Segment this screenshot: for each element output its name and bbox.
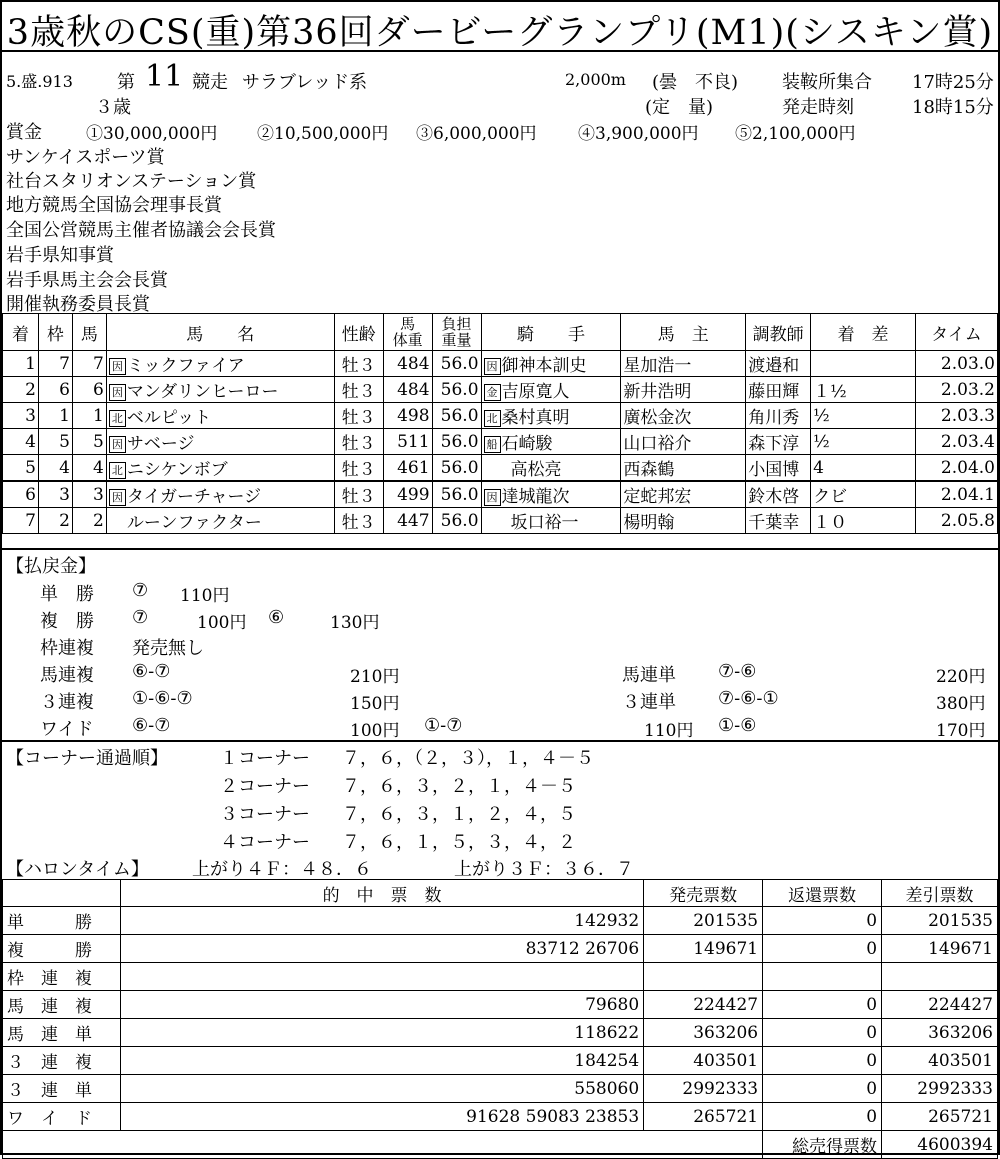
result-sex-age: 牡３: [334, 351, 383, 377]
col-weight-bottom: 体重: [392, 331, 423, 349]
trifecta-label: ３連単: [622, 692, 676, 713]
jockey-origin-mark: 船: [484, 436, 501, 453]
vote-hits: 91628 59083 23853: [120, 1103, 643, 1131]
result-owner: 定蛇邦宏: [621, 481, 746, 508]
vote-sold: [644, 963, 763, 991]
result-jockey: 坂口裕一: [510, 513, 579, 533]
result-finish: 6: [3, 481, 39, 508]
quinella-label: 馬連複: [40, 665, 94, 686]
result-horse-name-cell: [106, 377, 334, 403]
col-burden: [432, 314, 481, 351]
horse-origin-mark: 因: [109, 436, 126, 453]
result-margin: １０: [811, 508, 916, 534]
vote-col-hits: 的 中 票 数: [120, 880, 643, 907]
result-finish: 2: [3, 377, 39, 403]
result-finish: 4: [3, 429, 39, 455]
results-table: [2, 313, 998, 534]
vote-sold: 224427: [644, 991, 763, 1019]
results-header-row: [3, 314, 998, 351]
result-trainer: 藤田輝: [746, 377, 811, 403]
win-combo: ⑦: [132, 580, 149, 601]
vote-sold: 403501: [644, 1047, 763, 1075]
vote-net: [882, 963, 998, 991]
vote-bet-type: ３ 連 単: [3, 1075, 121, 1103]
result-owner: 廣松金次: [621, 403, 746, 429]
vote-hits: 184254: [120, 1047, 643, 1075]
trifecta-combo: ⑦-⑥-①: [718, 688, 779, 709]
vote-bet-type: ワ イ ド: [3, 1103, 121, 1131]
result-row: [3, 351, 998, 377]
vote-net: 363206: [882, 1019, 998, 1047]
vote-col-net: 差引票数: [882, 880, 998, 907]
vote-refund: 0: [763, 1103, 882, 1131]
result-jockey: 高松亮: [510, 460, 562, 480]
vote-net: 403501: [882, 1047, 998, 1075]
result-horse-no: 4: [72, 455, 106, 482]
vote-hits: 142932: [120, 907, 643, 935]
col-horse-no: 馬: [72, 314, 106, 351]
result-burden: 56.0: [432, 403, 481, 429]
result-sex-age: 牡３: [334, 403, 383, 429]
result-horse-name-cell: [106, 455, 334, 482]
assembly-label: 装鞍所集合: [782, 72, 872, 93]
col-margin: 着 差: [811, 314, 916, 351]
result-trainer: 渡邉和: [746, 351, 811, 377]
result-bracket: 2: [38, 508, 72, 534]
vote-bet-type: ３ 連 複: [3, 1047, 121, 1075]
vote-hits: 79680: [120, 991, 643, 1019]
result-sex-age: 牡３: [334, 429, 383, 455]
result-horse-name-cell: [106, 403, 334, 429]
vote-net: 201535: [882, 907, 998, 935]
result-bracket: 7: [38, 351, 72, 377]
result-horse-no: 1: [72, 403, 106, 429]
vote-row: [3, 1019, 998, 1047]
award-item: 地方競馬全国協会理事長賞: [6, 195, 222, 216]
col-time: タイム: [915, 314, 997, 351]
result-jockey-cell: [481, 429, 621, 455]
exacta-amount: 220円: [936, 667, 986, 687]
result-horse-no: 6: [72, 377, 106, 403]
result-weight: 461: [383, 455, 432, 482]
place-amount-2: 130円: [330, 613, 380, 633]
result-weight: 484: [383, 377, 432, 403]
result-horse-name-cell: [106, 508, 334, 534]
result-weight: 484: [383, 351, 432, 377]
award-item: 社台スタリオンステーション賞: [6, 171, 257, 192]
award-item: 全国公営競馬主催者協議会会長賞: [6, 220, 276, 241]
race-breed: サラブレッド系: [242, 72, 368, 93]
vote-hits: 118622: [120, 1019, 643, 1047]
vote-sold: 363206: [644, 1019, 763, 1047]
start-time: 18時15分: [912, 97, 994, 118]
result-bracket: 4: [38, 455, 72, 482]
race-date-code: 5.盛.913: [6, 72, 73, 91]
result-jockey-cell: [481, 508, 621, 534]
result-owner: 星加浩一: [621, 351, 746, 377]
result-weight: 498: [383, 403, 432, 429]
result-jockey-cell: [481, 351, 621, 377]
wide-label: ワイド: [40, 719, 94, 740]
quinella-amount: 210円: [350, 667, 400, 687]
result-jockey-cell: [481, 481, 621, 508]
place-combo-1: ⑦: [132, 607, 149, 628]
results-body: [3, 351, 998, 534]
start-label: 発走時刻: [782, 97, 854, 118]
result-burden: 56.0: [432, 377, 481, 403]
vote-refund: [763, 963, 882, 991]
horse-origin-mark: 北: [109, 462, 126, 479]
win-amount: 110円: [180, 586, 230, 606]
corner-2-order: ７，６，３，２，１，４－５: [342, 776, 576, 797]
result-time: 2.04.0: [915, 455, 997, 482]
race-no-suffix: 競走: [192, 72, 228, 93]
result-finish: 5: [3, 455, 39, 482]
vote-refund: 0: [763, 1019, 882, 1047]
result-bracket: 3: [38, 481, 72, 508]
result-sex-age: 牡３: [334, 508, 383, 534]
jockey-origin-mark: 北: [484, 410, 501, 427]
corner-4-label: ４コーナー: [220, 832, 310, 853]
result-trainer: 森下淳: [746, 429, 811, 455]
vote-table: [2, 879, 998, 1159]
horse-origin-mark: 因: [109, 384, 126, 401]
result-horse-no: 5: [72, 429, 106, 455]
wide-amount-1: 100円: [350, 721, 400, 741]
result-horse-name-cell: [106, 351, 334, 377]
col-bracket: 枠: [38, 314, 72, 351]
result-bracket: 5: [38, 429, 72, 455]
result-finish: 3: [3, 403, 39, 429]
col-trainer: 調教師: [746, 314, 811, 351]
last-4f: 上がり４Ｆ：４８．６: [192, 859, 372, 880]
corner-2-label: ２コーナー: [220, 776, 310, 797]
trio-label: ３連複: [40, 692, 94, 713]
vote-net: 2992333: [882, 1075, 998, 1103]
result-jockey: 御神本訓史: [501, 356, 587, 376]
vote-total-value: 4600394: [882, 1131, 998, 1159]
result-jockey-cell: [481, 455, 621, 482]
prize-1: ①30,000,000円: [86, 124, 218, 144]
result-margin: １½: [811, 377, 916, 403]
result-row: [3, 481, 998, 508]
result-margin: クビ: [811, 481, 916, 508]
result-trainer: 角川秀: [746, 403, 811, 429]
race-distance: 2,000m: [565, 70, 626, 89]
corner-heading: 【コーナー通過順】: [6, 748, 168, 769]
col-horse-name: 馬 名: [106, 314, 334, 351]
bracket-value: 発売無し: [132, 638, 204, 659]
result-horse-name: サベージ: [126, 434, 195, 454]
result-row: [3, 429, 998, 455]
result-weight: 499: [383, 481, 432, 508]
prize-2: ②10,500,000円: [257, 124, 389, 144]
result-trainer: 千葉幸: [746, 508, 811, 534]
result-row: [3, 403, 998, 429]
wide-combo-1: ⑥-⑦: [132, 715, 171, 736]
win-label: 単 勝: [40, 584, 94, 605]
result-weight: 447: [383, 508, 432, 534]
vote-row: [3, 1047, 998, 1075]
place-label: 複 勝: [40, 611, 94, 632]
col-sex-age: 性齢: [334, 314, 383, 351]
vote-refund: 0: [763, 1047, 882, 1075]
vote-net: 265721: [882, 1103, 998, 1131]
vote-bet-type: 複 勝: [3, 935, 121, 963]
vote-row: [3, 991, 998, 1019]
vote-header-empty: [3, 880, 121, 907]
result-time: 2.04.1: [915, 481, 997, 508]
vote-sold: 149671: [644, 935, 763, 963]
prize-4: ④3,900,000円: [578, 124, 699, 144]
result-horse-name: ニシケンボブ: [126, 460, 228, 480]
divider: [2, 50, 998, 52]
result-owner: 新井浩明: [621, 377, 746, 403]
race-weather-track: (曇 不良): [652, 72, 739, 93]
payout-heading: 【払戻金】: [6, 556, 96, 577]
vote-bet-type: 単 勝: [3, 907, 121, 935]
vote-total-spacer: [3, 1131, 763, 1159]
result-horse-no: 3: [72, 481, 106, 508]
race-no-prefix: 第: [117, 72, 135, 93]
vote-net: 224427: [882, 991, 998, 1019]
vote-col-refund: 返還票数: [763, 880, 882, 907]
corner-4-order: ７，６，１，５，３，４，２: [342, 832, 576, 853]
result-horse-no: 2: [72, 508, 106, 534]
prize-5: ⑤2,100,000円: [735, 124, 856, 144]
corner-3-label: ３コーナー: [220, 804, 310, 825]
page-title: 3歳秋のCS(重)第36回ダービーグランプリ(M1)(シスキン賞): [6, 13, 994, 53]
race-weight-rule: (定 量): [645, 97, 714, 118]
vote-col-sold: 発売票数: [644, 880, 763, 907]
vote-row: [3, 907, 998, 935]
divider: [2, 740, 998, 742]
col-weight-top: 馬: [400, 315, 416, 333]
result-burden: 56.0: [432, 455, 481, 482]
horse-origin-mark: 因: [109, 358, 126, 375]
corner-1-label: １コーナー: [220, 748, 310, 769]
result-weight: 511: [383, 429, 432, 455]
award-item: 岩手県馬主会会長賞: [6, 270, 168, 291]
result-row: [3, 377, 998, 403]
vote-row: [3, 1103, 998, 1131]
jockey-origin-mark: 因: [484, 489, 501, 506]
result-horse-name-cell: [106, 429, 334, 455]
corner-3-order: ７，６，３，１，２，４，５: [342, 804, 576, 825]
result-finish: 7: [3, 508, 39, 534]
result-margin: ½: [811, 403, 916, 429]
result-time: 2.03.4: [915, 429, 997, 455]
result-finish: 1: [3, 351, 39, 377]
result-burden: 56.0: [432, 429, 481, 455]
col-owner: 馬 主: [621, 314, 746, 351]
award-item: 岩手県知事賞: [6, 245, 114, 266]
result-owner: 楊明翰: [621, 508, 746, 534]
vote-bet-type: 馬 連 複: [3, 991, 121, 1019]
result-burden: 56.0: [432, 508, 481, 534]
exacta-label: 馬連単: [622, 665, 676, 686]
col-burden-top: 負担: [441, 315, 472, 333]
result-sex-age: 牡３: [334, 481, 383, 508]
corner-1-order: ７，６，（２，３），１，４－５: [342, 748, 594, 769]
jockey-origin-mark: 因: [484, 358, 501, 375]
vote-refund: 0: [763, 991, 882, 1019]
jockey-origin-mark: 金: [484, 384, 501, 401]
award-item: 開催執務委員長賞: [6, 294, 150, 315]
vote-hits: [120, 963, 643, 991]
bracket-label: 枠連複: [40, 638, 94, 659]
race-age: ３歳: [95, 97, 131, 118]
result-horse-no: 7: [72, 351, 106, 377]
race-number: 11: [145, 59, 184, 94]
result-owner: 西森鶴: [621, 455, 746, 482]
result-time: 2.05.8: [915, 508, 997, 534]
vote-total-label: 総売得票数: [763, 1131, 882, 1159]
prize-label: 賞金: [6, 122, 42, 143]
wide-amount-2: 110円: [644, 721, 694, 741]
vote-hits: 83712 26706: [120, 935, 643, 963]
exacta-combo: ⑦-⑥: [718, 661, 757, 682]
trio-amount: 150円: [350, 694, 400, 714]
result-burden: 56.0: [432, 351, 481, 377]
result-trainer: 鈴木啓: [746, 481, 811, 508]
result-owner: 山口裕介: [621, 429, 746, 455]
result-horse-name: タイガーチャージ: [126, 487, 262, 507]
vote-row: [3, 963, 998, 991]
result-sex-age: 牡３: [334, 377, 383, 403]
result-trainer: 小国博: [746, 455, 811, 482]
quinella-combo: ⑥-⑦: [132, 661, 171, 682]
result-time: 2.03.2: [915, 377, 997, 403]
assembly-time: 17時25分: [912, 72, 994, 93]
result-bracket: 6: [38, 377, 72, 403]
award-item: サンケイスポーツ賞: [6, 147, 165, 168]
vote-bet-type: 馬 連 単: [3, 1019, 121, 1047]
result-jockey: 石崎駿: [501, 434, 553, 454]
result-horse-name: ミックファイア: [126, 356, 245, 376]
result-sex-age: 牡３: [334, 455, 383, 482]
wide-amount-3: 170円: [936, 721, 986, 741]
result-jockey: 吉原寛人: [501, 382, 570, 402]
result-horse-name: マンダリンヒーロー: [126, 382, 279, 402]
divider: [2, 548, 998, 550]
vote-header-row: [3, 880, 998, 907]
vote-total-row: [3, 1131, 998, 1159]
vote-hits: 558060: [120, 1075, 643, 1103]
horse-origin-mark: 北: [109, 410, 126, 427]
vote-sold: 201535: [644, 907, 763, 935]
col-jockey: 騎 手: [481, 314, 621, 351]
wide-combo-2: ①-⑦: [424, 715, 463, 736]
result-burden: 56.0: [432, 481, 481, 508]
result-margin: ½: [811, 429, 916, 455]
vote-body: [3, 907, 998, 1131]
place-combo-2: ⑥: [268, 607, 285, 628]
trio-combo: ①-⑥-⑦: [132, 688, 193, 709]
trifecta-amount: 380円: [936, 694, 986, 714]
vote-sold: 265721: [644, 1103, 763, 1131]
vote-row: [3, 1075, 998, 1103]
vote-row: [3, 935, 998, 963]
result-row: [3, 508, 998, 534]
result-margin: 4: [811, 455, 916, 482]
vote-sold: 2992333: [644, 1075, 763, 1103]
vote-refund: 0: [763, 1075, 882, 1103]
result-horse-name: ルーンファクター: [126, 513, 262, 533]
result-time: 2.03.3: [915, 403, 997, 429]
result-jockey-cell: [481, 403, 621, 429]
col-weight: [383, 314, 432, 351]
col-burden-bottom: 重量: [441, 331, 472, 349]
vote-net: 149671: [882, 935, 998, 963]
result-row: [3, 455, 998, 482]
prize-3: ③6,000,000円: [416, 124, 537, 144]
vote-refund: 0: [763, 907, 882, 935]
result-bracket: 1: [38, 403, 72, 429]
result-jockey: 達城龍次: [501, 487, 570, 507]
result-jockey: 桑村真明: [501, 408, 570, 428]
vote-refund: 0: [763, 935, 882, 963]
col-finish: 着: [3, 314, 39, 351]
wide-combo-3: ①-⑥: [718, 715, 757, 736]
last-3f: 上がり３Ｆ：３６．７: [454, 859, 634, 880]
result-jockey-cell: [481, 377, 621, 403]
result-margin: [811, 351, 916, 377]
result-time: 2.03.0: [915, 351, 997, 377]
result-horse-name: ベルピット: [126, 408, 212, 428]
horse-origin-mark: 因: [109, 489, 126, 506]
vote-bet-type: 枠 連 複: [3, 963, 121, 991]
furlong-heading: 【ハロンタイム】: [6, 859, 149, 880]
result-horse-name-cell: [106, 481, 334, 508]
place-amount-1: 100円: [197, 613, 247, 633]
